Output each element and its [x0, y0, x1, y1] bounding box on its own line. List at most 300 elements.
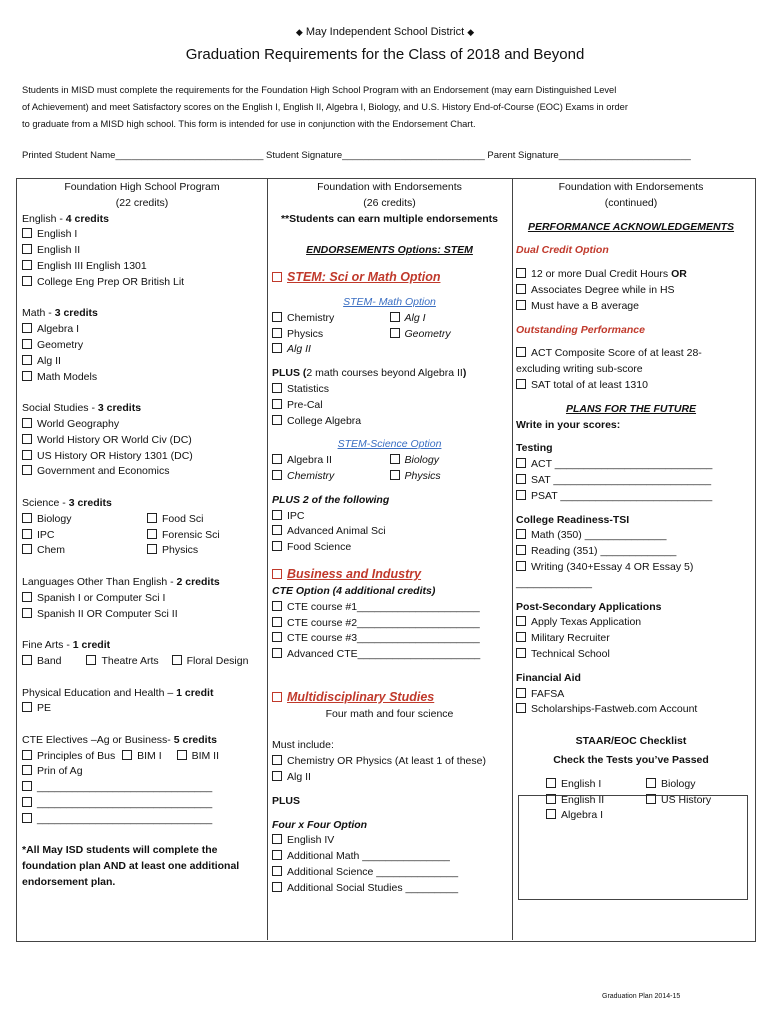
checkbox-icon[interactable] — [390, 470, 400, 480]
checkbox-icon[interactable] — [516, 474, 526, 484]
checkbox-icon[interactable] — [516, 379, 526, 389]
checkbox-icon[interactable] — [22, 702, 32, 712]
checkbox-item[interactable] — [22, 607, 262, 623]
item-label: English III English 1301 — [37, 259, 147, 272]
checkbox-item[interactable] — [22, 354, 262, 370]
checkbox-icon[interactable] — [22, 260, 32, 270]
checkbox-icon[interactable] — [646, 794, 656, 804]
checkbox-item[interactable] — [272, 616, 507, 632]
checkbox-icon[interactable] — [172, 655, 182, 665]
multiple-endorsements-note — [272, 212, 507, 228]
item-label: Biology — [661, 777, 696, 790]
item-label: English IV — [287, 834, 335, 847]
checkbox-icon[interactable] — [22, 465, 32, 475]
item-label: Advanced CTE_____________________ — [287, 648, 481, 661]
checkbox-item[interactable] — [390, 453, 508, 469]
heading-text: PLUS ( — [272, 367, 307, 380]
plans-heading — [516, 402, 746, 418]
note-text: **Students can earn multiple endorsements — [280, 212, 499, 225]
checkbox-icon[interactable] — [86, 655, 96, 665]
stem-math-title — [272, 295, 507, 311]
checkbox-icon[interactable] — [22, 592, 32, 602]
checkbox-item[interactable] — [272, 311, 390, 327]
checkbox-item[interactable] — [22, 338, 262, 354]
option-title: STEM: Sci or Math Option — [287, 269, 441, 284]
stem-math-options — [272, 311, 507, 358]
checkbox-icon[interactable] — [272, 601, 282, 611]
item-label: Military Recruiter — [531, 632, 610, 645]
checkbox-icon[interactable] — [272, 569, 282, 579]
item-label: Biology — [37, 512, 72, 525]
item-label: IPC — [37, 528, 55, 541]
intro-line: to graduate from a MISD high school. This form is intended for use in conjunction with the Endorsement Chart. — [22, 119, 476, 129]
item-label: Algebra II — [287, 454, 332, 467]
checkbox-icon[interactable] — [272, 882, 282, 892]
item-label: Additional Social Studies _________ — [287, 881, 459, 894]
checkbox-item[interactable] — [22, 449, 262, 465]
performance-heading — [516, 220, 746, 236]
checkbox-icon[interactable] — [516, 688, 526, 698]
item-label: ACT Composite Score of at least 28- — [531, 347, 702, 360]
checkbox-item[interactable] — [22, 528, 137, 544]
checkbox-icon[interactable] — [22, 797, 32, 807]
item-label: Chemistry OR Physics (At least 1 of these) — [287, 755, 486, 768]
item-label: English I — [37, 228, 78, 241]
item-label: 12 or more Dual Credit Hours — [531, 268, 672, 281]
heading-label: Languages Other Than English - — [22, 575, 177, 588]
checkbox-item[interactable] — [147, 512, 262, 528]
financial-aid-heading — [516, 671, 746, 687]
checkbox-icon[interactable] — [22, 371, 32, 381]
heading-text: PLUS 2 of the following — [272, 493, 390, 506]
item-label: Chemistry — [287, 469, 335, 482]
checkbox-item[interactable] — [546, 793, 646, 809]
social-heading — [22, 401, 262, 417]
checkbox-icon[interactable] — [22, 750, 32, 760]
checkbox-icon[interactable] — [516, 703, 526, 713]
blank-line[interactable]: ______________________________ — [37, 812, 213, 825]
item-label: Chem — [37, 544, 66, 557]
checkbox-icon[interactable] — [646, 778, 656, 788]
checkbox-icon[interactable] — [272, 755, 282, 765]
item-label: World Geography — [37, 417, 120, 430]
checkbox-icon[interactable] — [516, 632, 526, 642]
checkbox-icon[interactable] — [516, 529, 526, 539]
checkbox-item[interactable] — [22, 701, 262, 717]
plus2-heading — [272, 493, 507, 509]
endorsement-options-heading — [272, 243, 507, 259]
plus-label — [272, 794, 507, 810]
checkbox-icon[interactable] — [147, 529, 157, 539]
heading-text: Testing — [516, 442, 553, 455]
science-heading — [22, 496, 262, 512]
checkbox-icon[interactable] — [272, 328, 282, 338]
checkbox-item[interactable] — [390, 469, 508, 485]
multidisciplinary-option[interactable] — [272, 687, 507, 707]
checkbox-item[interactable] — [272, 647, 507, 663]
stem-science-options — [272, 453, 507, 485]
stem-option[interactable] — [272, 267, 507, 287]
item-label: Spanish II OR Computer Sci II — [37, 607, 178, 620]
checkbox-icon[interactable] — [22, 513, 32, 523]
checkbox-icon[interactable] — [272, 510, 282, 520]
checkbox-item[interactable] — [147, 543, 262, 559]
item-label: Math Models — [37, 370, 98, 383]
checkbox-item[interactable] — [272, 469, 390, 485]
item-label: CTE course #1_____________________ — [287, 600, 480, 613]
foundation-note — [22, 843, 262, 859]
item-label: BIM I — [137, 749, 162, 762]
checkbox-item[interactable] — [516, 687, 746, 703]
tsi-heading — [516, 513, 746, 529]
checkbox-item[interactable] — [22, 591, 262, 607]
business-option[interactable] — [272, 564, 507, 584]
item-label: College Algebra — [287, 414, 362, 427]
blank-line[interactable]: _____________ — [516, 576, 592, 589]
heading-text: ) — [462, 367, 467, 380]
item-label: Theatre Arts — [101, 654, 159, 667]
item-label: Alg I — [404, 311, 426, 324]
option-subtitle: STEM-Science Option — [337, 438, 442, 451]
checkbox-icon[interactable] — [516, 648, 526, 658]
heading-text: STAAR/EOC Checklist — [575, 735, 687, 748]
checkbox-item[interactable] — [22, 259, 262, 275]
checkbox-icon[interactable] — [272, 525, 282, 535]
checkbox-icon[interactable] — [22, 450, 32, 460]
act-continued: excluding writing sub-score — [516, 363, 643, 376]
checkbox-icon[interactable] — [516, 458, 526, 468]
checkbox-item[interactable] — [22, 322, 262, 338]
checkbox-icon[interactable] — [272, 399, 282, 409]
item-label: Reading (351) _____________ — [531, 545, 677, 558]
checkbox-icon[interactable] — [546, 778, 556, 788]
item-label: Government and Economics — [37, 465, 170, 478]
checkbox-item[interactable] — [516, 528, 746, 544]
checkbox-item[interactable] — [22, 370, 262, 386]
item-label: Pre-Cal — [287, 398, 323, 411]
lote-heading — [22, 575, 262, 591]
checkbox-icon[interactable] — [147, 513, 157, 523]
checkbox-icon[interactable] — [22, 276, 32, 286]
blank-line[interactable]: ______________________________ — [37, 797, 213, 810]
item-label: Food Science — [287, 541, 352, 554]
checkbox-item[interactable] — [516, 647, 746, 663]
checkbox-item[interactable] — [516, 473, 746, 489]
checkbox-item[interactable] — [22, 512, 137, 528]
checkbox-item[interactable] — [272, 631, 507, 647]
checkbox-icon[interactable] — [516, 561, 526, 571]
checkbox-item[interactable] — [272, 524, 507, 540]
checkbox-item[interactable] — [272, 453, 390, 469]
heading-label: Science - — [22, 496, 69, 509]
item-label: English II — [561, 793, 605, 806]
heading-label: Math - — [22, 307, 55, 320]
checkbox-item[interactable] — [516, 267, 746, 283]
item-label: Alg II — [287, 343, 311, 356]
checkbox-icon[interactable] — [22, 244, 32, 254]
checkbox-item[interactable] — [516, 457, 746, 473]
item-label: Principles of Bus — [37, 749, 116, 762]
checkbox-icon[interactable] — [546, 794, 556, 804]
checkbox-icon[interactable] — [272, 771, 282, 781]
diamond-icon: ◆ — [467, 27, 475, 37]
checkbox-icon[interactable] — [546, 809, 556, 819]
credit-count: 1 credit — [72, 639, 111, 652]
heading-text: Outstanding Performance — [516, 323, 645, 336]
checkbox-item[interactable] — [272, 849, 507, 865]
item-label: Geometry — [37, 338, 84, 351]
checkbox-item[interactable] — [272, 770, 507, 786]
intro-text — [22, 82, 712, 133]
checkbox-item[interactable] — [272, 754, 507, 770]
item-label: Floral Design — [186, 654, 249, 667]
checkbox-icon[interactable] — [516, 545, 526, 555]
item-label: Band — [37, 654, 62, 667]
item-label: Writing (340+Essay 4 OR Essay 5) — [531, 560, 694, 573]
item-label: Alg II — [287, 770, 311, 783]
foundation-column — [22, 180, 262, 891]
checkbox-icon[interactable] — [177, 750, 187, 760]
heading-text: Post-Secondary Applications — [516, 600, 662, 613]
item-label: Advanced Animal Sci — [287, 525, 386, 538]
column-credits: (26 credits) — [363, 196, 416, 209]
cte-options-row — [22, 749, 262, 765]
checkbox-icon[interactable] — [22, 355, 32, 365]
checkbox-item[interactable] — [272, 833, 507, 849]
item-label: Algebra I — [37, 323, 80, 336]
note-line: *All May ISD students will complete the — [22, 844, 218, 857]
credit-count: 3 credits — [68, 496, 112, 509]
dual-credit-heading — [516, 243, 746, 259]
district-header — [0, 26, 770, 38]
foundation-note — [22, 875, 262, 891]
checkbox-item[interactable] — [272, 600, 507, 616]
item-label: Prin of Ag — [37, 765, 83, 778]
arts-heading — [22, 638, 262, 654]
checkbox-icon[interactable] — [516, 347, 526, 357]
page-title: Graduation Requirements for the Class of 2018 and Beyond — [185, 46, 585, 63]
checkbox-icon[interactable] — [22, 529, 32, 539]
item-label: Physics — [162, 544, 199, 557]
checkbox-icon[interactable] — [22, 781, 32, 791]
checkbox-item[interactable] — [516, 346, 746, 362]
checkbox-icon[interactable] — [272, 541, 282, 551]
checkbox-item[interactable] — [390, 311, 508, 327]
heading-label: Fine Arts - — [22, 639, 73, 652]
checkbox-icon[interactable] — [272, 617, 282, 627]
item-label: College Eng Prep OR British Lit — [37, 275, 185, 288]
item-label: Math (350) ______________ — [531, 529, 667, 542]
heading-text: Write in your scores: — [516, 418, 621, 431]
outstanding-heading — [516, 323, 746, 339]
checkbox-item[interactable] — [22, 275, 262, 291]
district-name: May Independent School District — [305, 26, 465, 38]
checkbox-item[interactable] — [272, 414, 507, 430]
four-x-four-heading — [272, 818, 507, 834]
pe-heading — [22, 686, 262, 702]
checkbox-icon[interactable] — [516, 616, 526, 626]
checkbox-icon[interactable] — [22, 434, 32, 444]
checkbox-icon[interactable] — [22, 339, 32, 349]
item-label: Must have a B average — [531, 299, 639, 312]
checkbox-icon[interactable] — [516, 284, 526, 294]
heading-text: Check the Tests you’ve Passed — [553, 753, 709, 766]
item-label: Physics — [404, 469, 441, 482]
checkbox-item[interactable] — [516, 378, 746, 394]
column-credits: (22 credits) — [115, 196, 169, 209]
heading-label: Social Studies - — [22, 402, 98, 415]
option-title: Multidisciplinary Studies — [287, 689, 435, 704]
checkbox-item[interactable] — [22, 812, 262, 828]
stem-science-title — [272, 437, 507, 453]
checkbox-item[interactable] — [22, 543, 137, 559]
checkbox-icon[interactable] — [22, 813, 32, 823]
checkbox-item[interactable] — [516, 702, 746, 718]
checkbox-item[interactable] — [546, 777, 646, 793]
checkbox-icon[interactable] — [272, 312, 282, 322]
credit-count: 1 credit — [176, 686, 214, 699]
checkbox-icon[interactable] — [147, 544, 157, 554]
english-heading — [22, 212, 262, 228]
item-label: Additional Math _______________ — [287, 850, 450, 863]
checkbox-icon[interactable] — [272, 648, 282, 658]
checkbox-item[interactable] — [390, 327, 508, 343]
credit-count: 3 credits — [54, 307, 98, 320]
checkbox-item[interactable] — [646, 793, 746, 809]
heading-text: PERFORMANCE ACKNOWLEDGEMENTS — [527, 220, 735, 233]
item-label: Geometry — [404, 327, 451, 340]
checkbox-icon[interactable] — [22, 418, 32, 428]
checkbox-icon[interactable] — [22, 655, 32, 665]
blank-line[interactable]: ______________________________ — [37, 781, 213, 794]
science-options — [22, 512, 262, 559]
staar-subheading — [516, 753, 746, 769]
checkbox-item[interactable] — [22, 227, 262, 243]
item-label: Technical School — [531, 647, 610, 660]
heading-text: CTE Option (4 additional credits) — [272, 584, 436, 597]
checkbox-icon[interactable] — [22, 323, 32, 333]
checkbox-item[interactable] — [22, 764, 262, 780]
checkbox-icon[interactable] — [22, 544, 32, 554]
credit-count: 3 credits — [97, 402, 142, 415]
checkbox-icon[interactable] — [22, 765, 32, 775]
heading-text: 2 math courses beyond Algebra II — [306, 367, 463, 380]
checkbox-icon[interactable] — [390, 312, 400, 322]
four-math-science: Four math and four science — [325, 707, 454, 720]
must-include: Must include: — [272, 739, 334, 752]
checkbox-icon[interactable] — [516, 490, 526, 500]
checkbox-icon[interactable] — [272, 343, 282, 353]
heading-text: PLUS — [272, 794, 301, 807]
checkbox-icon[interactable] — [272, 692, 282, 702]
item-label: Biology — [404, 454, 439, 467]
math-heading — [22, 306, 262, 322]
column-title: Foundation High School Program — [64, 181, 220, 193]
heading-label: CTE Electives –Ag or Business- — [22, 733, 174, 746]
checkbox-icon[interactable] — [22, 608, 32, 618]
checkbox-item[interactable] — [272, 398, 507, 414]
endorsements-column — [272, 180, 507, 896]
item-label: SAT ___________________________ — [531, 473, 712, 486]
checkbox-item[interactable] — [272, 540, 507, 556]
item-label: ACT ___________________________ — [531, 458, 713, 471]
checkbox-item[interactable] — [272, 382, 507, 398]
checkbox-item[interactable] — [22, 417, 262, 433]
testing-heading — [516, 441, 746, 457]
plus-math-heading — [272, 366, 507, 382]
checkbox-icon[interactable] — [516, 300, 526, 310]
staar-heading — [516, 734, 746, 750]
item-label: US History OR History 1301 (DC) — [37, 449, 193, 462]
checkbox-item[interactable] — [516, 299, 746, 315]
checkbox-icon[interactable] — [516, 268, 526, 278]
checkbox-icon[interactable] — [272, 272, 282, 282]
checkbox-item[interactable] — [516, 560, 746, 576]
item-label: Scholarships-Fastweb.com Account — [531, 703, 698, 716]
checkbox-item[interactable] — [22, 464, 262, 480]
checkbox-icon[interactable] — [390, 328, 400, 338]
checkbox-item[interactable] — [516, 615, 746, 631]
checkbox-item[interactable] — [22, 433, 262, 449]
checkbox-item[interactable] — [272, 342, 390, 358]
checkbox-item[interactable] — [646, 777, 746, 793]
checkbox-icon[interactable] — [272, 866, 282, 876]
item-label: Physics — [287, 327, 324, 340]
item-label: Apply Texas Application — [531, 616, 642, 629]
checkbox-item[interactable] — [272, 327, 390, 343]
heading-text: College Readiness-TSI — [516, 513, 630, 526]
checkbox-item[interactable] — [147, 528, 262, 544]
item-label: US History — [661, 793, 712, 806]
checkbox-icon[interactable] — [272, 383, 282, 393]
column-subtitle: (continued) — [604, 196, 658, 209]
heading-text: PLANS FOR THE FUTURE — [565, 402, 697, 415]
checkbox-item[interactable] — [22, 780, 262, 796]
checkbox-item[interactable] — [516, 544, 746, 560]
heading-text: Dual Credit Option — [516, 244, 609, 257]
checkbox-icon[interactable] — [272, 454, 282, 464]
item-label: Chemistry — [287, 311, 335, 324]
item-label: Associates Degree while in HS — [531, 283, 675, 296]
item-label: SAT total of at least 1310 — [531, 378, 648, 391]
heading-label: Physical Education and Health – — [22, 686, 177, 699]
checkbox-icon[interactable] — [122, 750, 132, 760]
heading-label: English - — [22, 212, 66, 225]
checkbox-item[interactable] — [516, 631, 746, 647]
checkbox-icon[interactable] — [272, 415, 282, 425]
checkbox-icon[interactable] — [272, 632, 282, 642]
credit-count: 5 credits — [173, 733, 217, 746]
checkbox-icon[interactable] — [22, 228, 32, 238]
checkbox-item[interactable] — [272, 509, 507, 525]
checkbox-item[interactable] — [272, 881, 507, 897]
checkbox-item[interactable] — [22, 796, 262, 812]
endorsements-continued-column — [516, 180, 746, 824]
checkbox-item[interactable] — [22, 243, 262, 259]
checkbox-item[interactable] — [516, 283, 746, 299]
heading-text: Four x Four Option — [272, 818, 368, 831]
checkbox-icon[interactable] — [272, 850, 282, 860]
checkbox-icon[interactable] — [272, 470, 282, 480]
footer-text: Graduation Plan 2014-15 — [602, 993, 681, 1000]
checkbox-item[interactable] — [272, 865, 507, 881]
foundation-note — [22, 859, 262, 875]
item-label: Food Sci — [162, 512, 204, 525]
checkbox-item[interactable] — [546, 808, 646, 824]
checkbox-icon[interactable] — [390, 454, 400, 464]
checkbox-icon[interactable] — [272, 834, 282, 844]
checkbox-item[interactable] — [516, 489, 746, 505]
